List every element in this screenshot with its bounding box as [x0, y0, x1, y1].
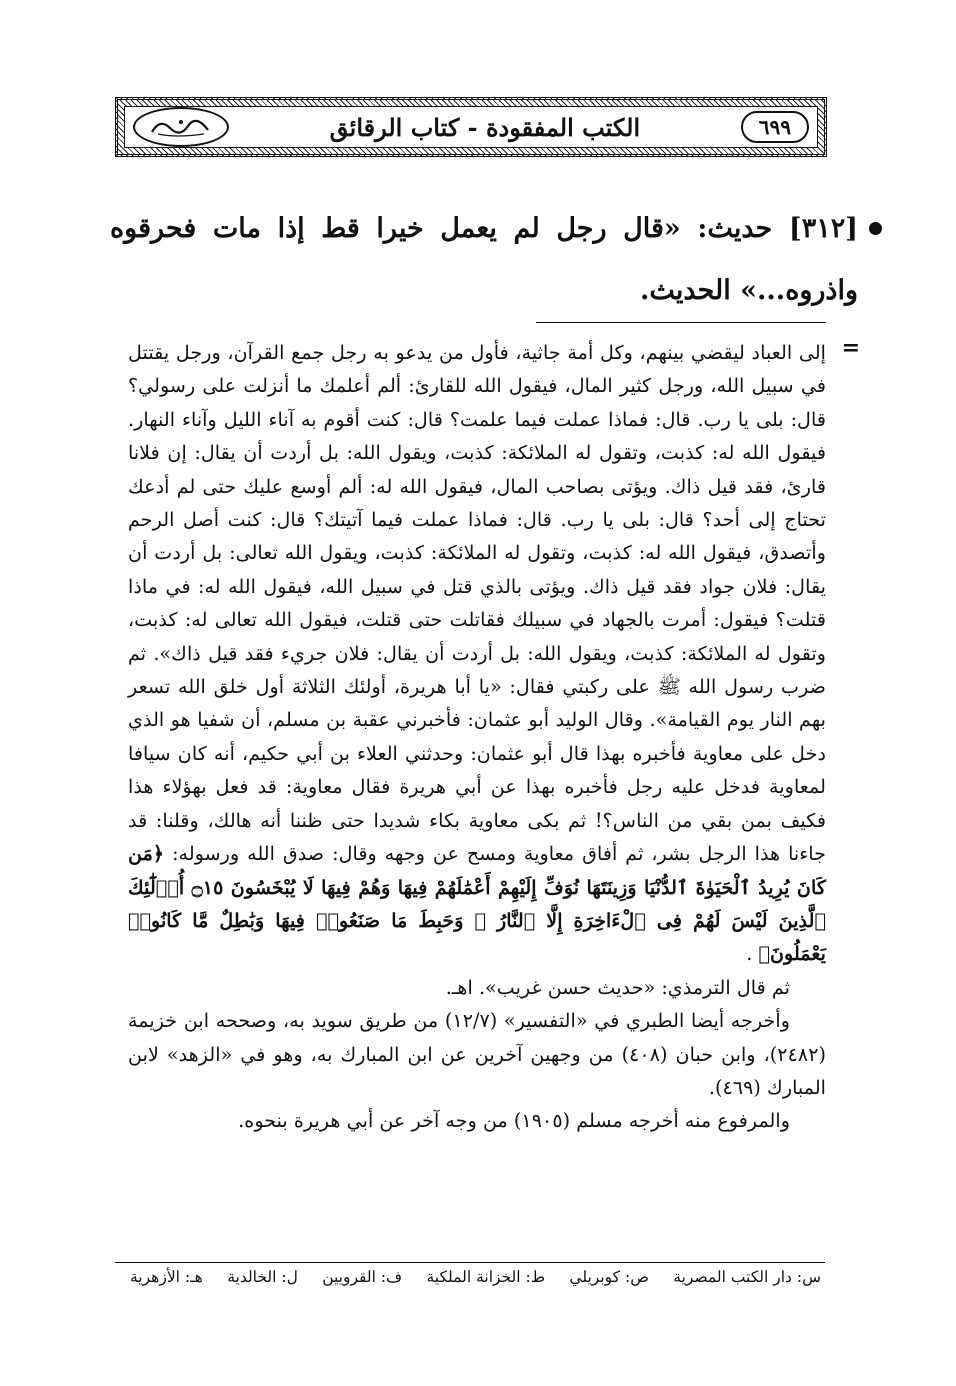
- muslim-note: والمرفوع منه أخرجه مسلم (١٩٠٥) من وجه آخر عن أبي هريرة بنحوه.: [238, 1109, 790, 1133]
- bullet-icon: [869, 222, 882, 235]
- commentary-paragraph: [128, 336, 826, 971]
- siglum: ص: كوبريلي: [569, 1268, 649, 1286]
- header-frame: [124, 106, 818, 148]
- commentary: [128, 336, 826, 1138]
- takhrij-note: وأخرجه أيضا الطبري في «التفسير» (١٢/٧) من طريق سويد به، وصححه ابن خزيمة (٢٤٨٢)، وابن حبان (٤٠٨) من وجهين آخرين عن ابن المبارك به، وهو في «الزهد» لابن المبارك (٤٦٩).: [128, 1009, 827, 1099]
- continuation-mark: =: [841, 335, 860, 361]
- footer-separator: [115, 1262, 825, 1263]
- siglum: ل: الخالدية: [227, 1268, 298, 1286]
- siglum: هـ: الأزهرية: [130, 1268, 203, 1286]
- tirmidhi-note: ثم قال الترمذي: «حديث حسن غريب». اهـ.: [445, 975, 790, 999]
- siglum: س: دار الكتب المصرية: [673, 1268, 821, 1286]
- hadith-heading: [٣١٢] حديث: «قال رجل لم يعمل خيرا قط إذا مات فحرقوه واذروه...» الحديث.: [110, 213, 858, 306]
- running-title: الكتب المفقودة - كتاب الرقائق: [329, 112, 641, 142]
- footnote-separator: [536, 322, 826, 323]
- hadith-narration: إلى العباد ليقضي بينهم، وكل أمة جاثية، فأول من يدعو به رجل جمع القرآن، ورجل يقتتل في سبيل الله، ورجل كثير المال، فيقول الله للقارئ: ألم أعلمك ما أنزلت على رسولي؟ قال: بلى يا رب. قال: فماذا عملت فيما علمت؟ قال: كنت أقوم به آناء الليل وآناء النهار. فيقول الله له: كذبت، وتقول له الملائكة: كذبت، ويقول الله: بل أردت أن يقال: إن فلانا قارئ، فقد قيل ذاك. ويؤتى بصاحب المال، فيقول الله له: ألم أوسع عليك حتى لم أدعك تحتاج إلى أحد؟ قال: بلى يا رب. قال: فماذا عملت فيما آتيتك؟ قال: كنت أصل الرحم وأتصدق، فيقول الله له: كذبت، وتقول له الملائكة: كذبت، ويقول الله تعالى: بل أردت أن يقال: فلان جواد فقد قيل ذاك. ويؤتى بالذي قتل في سبيل الله، فيقول الله له: في ماذا قتلت؟ فيقول: أمرت بالجهاد في سبيلك فقاتلت حتى قتلت، فيقول الله تعالى له: كذبت، وتقول له الملائكة: كذبت، ويقول الله: بل أردت أن يقال: فلان جريء فقد قيل ذاك». ثم ضرب رسول الله ﷺ على ركبتي فقال: «يا أبا هريرة، أولئك الثلاثة أول خلق الله تسعر بهم النار يوم القيامة». وقال الوليد أبو عثمان: فأخبرني عقبة بن مسلم، أن شفيا هو الذي دخل على معاوية فأخبره بهذا قال أبو عثمان: وحدثني العلاء بن أبي حكيم، أنه كان سيافا لمعاوية فدخل عليه رجل فأخبره بهذا عن أبي هريرة فقال معاوية: قد فعل بهؤلاء هذا فكيف بمن بقي من الناس؟! ثم بكى معاوية بكاء شديدا حتى ظننا أنه هالك، وقلنا: قد جاءنا هذا الرجل بشر، ثم أفاق معاوية ومسح عن وجهه وقال: صدق الله ورسوله:: [128, 341, 826, 866]
- manuscript-sigla: [130, 1268, 821, 1286]
- verse-end: .: [746, 942, 753, 966]
- siglum: ط: الخزانة الملكية: [426, 1268, 546, 1286]
- siglum: ف: القرويين: [322, 1268, 403, 1286]
- publisher-logo: [133, 107, 229, 147]
- page-number: ٦٩٩: [741, 111, 809, 143]
- quran-verse: ﴿مَن كَانَ يُرِيدُ ٱلْحَيَوٰةَ ٱلدُّنْيَا وَزِينَتَهَا نُوَفِّ إِلَيْهِمْ أَعْمَٰلَهُمْ فِيهَا وَهُمْ فِيهَا لَا يُبْخَسُونَ ۝١٥ أُو۟لَٰٓئِكَ ٱلَّذِينَ لَيْسَ لَهُمْ فِى ٱلْءَاخِرَةِ إِلَّا ٱلنَّارُ ۖ وَحَبِطَ مَا صَنَعُوا۟ فِيهَا وَبَٰطِلٌ مَّا كَانُوا۟ يَعْمَلُونَ﴾: [128, 842, 826, 966]
- calligraphy-logo-icon: [146, 114, 216, 140]
- page-header: [115, 97, 827, 157]
